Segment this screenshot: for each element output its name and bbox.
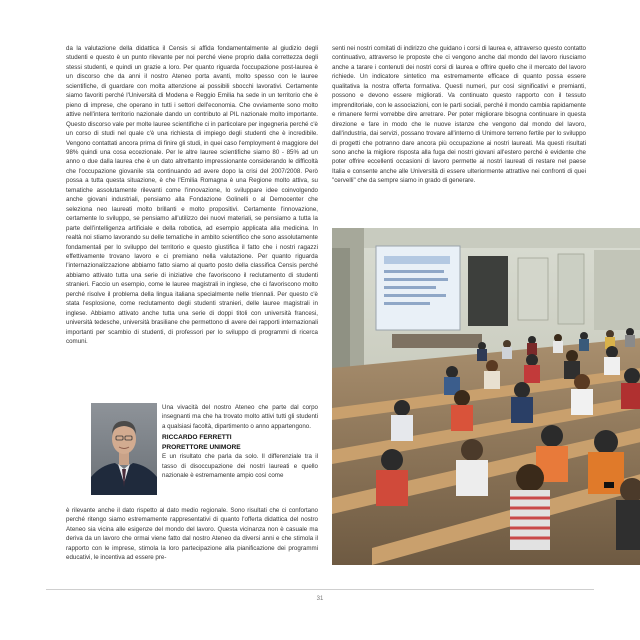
portrait-photo	[91, 403, 157, 495]
page-number: 31	[316, 596, 324, 602]
article-paragraph: è rilevante anche il dato rispetto al dato medio regionale. Sono risultati che ci confortano perché ritengo siamo estremamente rappresentativi di quanto l'offerta didattica del nostro Ateneo sia vicina alle esigenze del mondo del lavoro. Questa vicinanza non è casuale ma deriva da un lavoro che ormai viene fatto dal nostro Ateneo da diversi anni e che stimola il rapporto con le imprese, stimola la loro partecipazione alla pianificazione dei programmi educativi, le incentiva ad essere pre-	[66, 507, 318, 562]
caption-intro: Una vivacità del nostro Ateneo che parte dal corpo insegnanti ma che ha trovato molto attivi tutti gli studenti a qualsiasi facoltà, dipartimento o anno appartengono.	[162, 404, 318, 430]
article-column-left-top	[66, 44, 318, 347]
caption-role: PRORETTORE UNIMORE	[162, 443, 241, 451]
caption-quote: E un risultato che parla da solo. Il differenziale tra il tasso di disoccupazione dei nostri laureati e quello nazionale è estremamente ampio così come	[162, 453, 318, 480]
footer-rule	[46, 589, 594, 590]
article-column-right	[332, 44, 586, 186]
lecture-hall-image	[332, 228, 640, 565]
caption-block	[162, 403, 318, 481]
caption-name: RICCARDO FERRETTI	[162, 434, 232, 442]
article-column-left-bottom	[66, 506, 318, 563]
portrait-image	[91, 403, 157, 495]
lecture-hall-photo	[332, 228, 640, 565]
article-paragraph: senti nei nostri comitati di indirizzo che guidano i corsi di laurea e, attraverso questo contatto continuativo, attraverso le proposte che ci vengono anche dal mondo del lavoro riusciamo anche a tarare i contenuti dei nostri corsi di laurea e offrire quello che il mercato del lavoro richiede. Un indicatore sintetico ma estremamente efficace di quanto possa essere qualitativa la nostra offerta formativa. Questi numeri, pur così significativi e premianti, possono e devono essere migliorati. Va continuato questo rapporto con il tessuto imprenditoriale, con le associazioni, con le parti sociali, perché il mondo cambia rapidamente e rimanere fermi vorrebbe dire arretrare. Per poter migliorare bisogna continuare in questa direzione e fare in modo che le nuove istanze che vengono dal mondo del lavoro, dall'industria, dai servizi, possano trovare all'interno di Unimore terreno fertile per lo sviluppo di progetti che potranno dare ancora più occupazione ai nostri laureati. Ma questi risultati sono anche la migliore risposta alla fuga dei nostri giovani all'estero perché è evidente che poter offrire eccellenti occasioni di lavoro permette ai nostri laureati di restare nel paese Italia e consente anche alle Università di essere ulteriormente attrattive nei confronti di quei "cervelli" che da sempre siamo in grado di generare.	[332, 45, 586, 185]
article-paragraph: da la valutazione della didattica il Censis si affida fondamentalmente al giudizio degli studenti e questo è un punto rilevante per noi perché viene proprio dalla correttezza degli stessi studenti, e quindi un grazie a loro. Per quanto riguarda l'occupazione post-laurea è un discorso che da anni il nostro Ateneo porta avanti, molto spesso con le lauree scientifiche, di guardare con molta attenzione ai possibili sbocchi lavorativi. Certamente siamo favoriti perché l'Università di Modena e Reggio Emilia ha sede in un territorio che è pieno di imprese, che operano in tutti i settori dell'economia. Che ovviamente sono molto attive nell'intera territorio nazionale dando un contributo al PIL nazionale molto importante. Questo discorso vale per molte lauree scientifiche ci in particolare per ingegneria perché c'è un corso di studi nel quale c'è una richiesta di impiego degli studenti che è incredibile. Vengono contattati ancora prima di finire gli studi, in quei caso l'employment è maggiore del 98% quindi una cosa eccezionale. Per le altre lauree scientifiche siamo 80 - 85% ad un anno o due dalla laurea che è un dato altrettanto impressionante considerando le difficoltà che l'occupazione giovanile sta continuando ad avere dopo la crisi del 2007/2008. Però possa a tutta questa situazione, è che l'Emilia Romagna è una Regione molto attiva, su tematiche assolutamente rilevanti come l'innovazione, lo sviluppare idee coinvolgendo anche giovani industriali, pensiamo alla Fondazione Golinelli o al Democenter che seleziona neo laureati molto brillanti e molto propositivi. Certamente l'innovazione, certamente lo sviluppo, se pensiamo all'utilizzo dei nuovi materiali, se pensiamo a tutta la parte dell'intelligenza artificiale e della robotica, ad esempio applicata alla medicina. In realtà noi stiamo lavorando su delle tematiche in ambito scientifico che sono assolutamente fondamentali per lo sviluppo del territorio e questo giustifica il fatto che i nostri ragazzi effettivamente trovano lavoro e ci premiano nella valutazione. Per quanto riguarda l'internazionalizzazione abbiamo fatto siamo al quarto posto della classifica Censis perché abbiamo attivato tutta una serie di iniziative che favoriscono il reclutamento di studenti stranieri. Faccio un esempio, come le lauree magistrali in inglese, che ci favoriscono molto perché risolve il problema della lingua italiana specialmente nelle triennali. Per questo c'è stata l'esplosione, come reclutamento degli studenti stranieri, delle lauree magistrali in inglese. Abbiamo attivato anche tutta una serie di doppi titoli con università francesi, università tedesche, università brasiliane che permettono di avere dei rapporti internazionali importanti per scambio di studenti, di professori per lo sviluppo di programmi di ricerca comuni.	[66, 45, 318, 346]
